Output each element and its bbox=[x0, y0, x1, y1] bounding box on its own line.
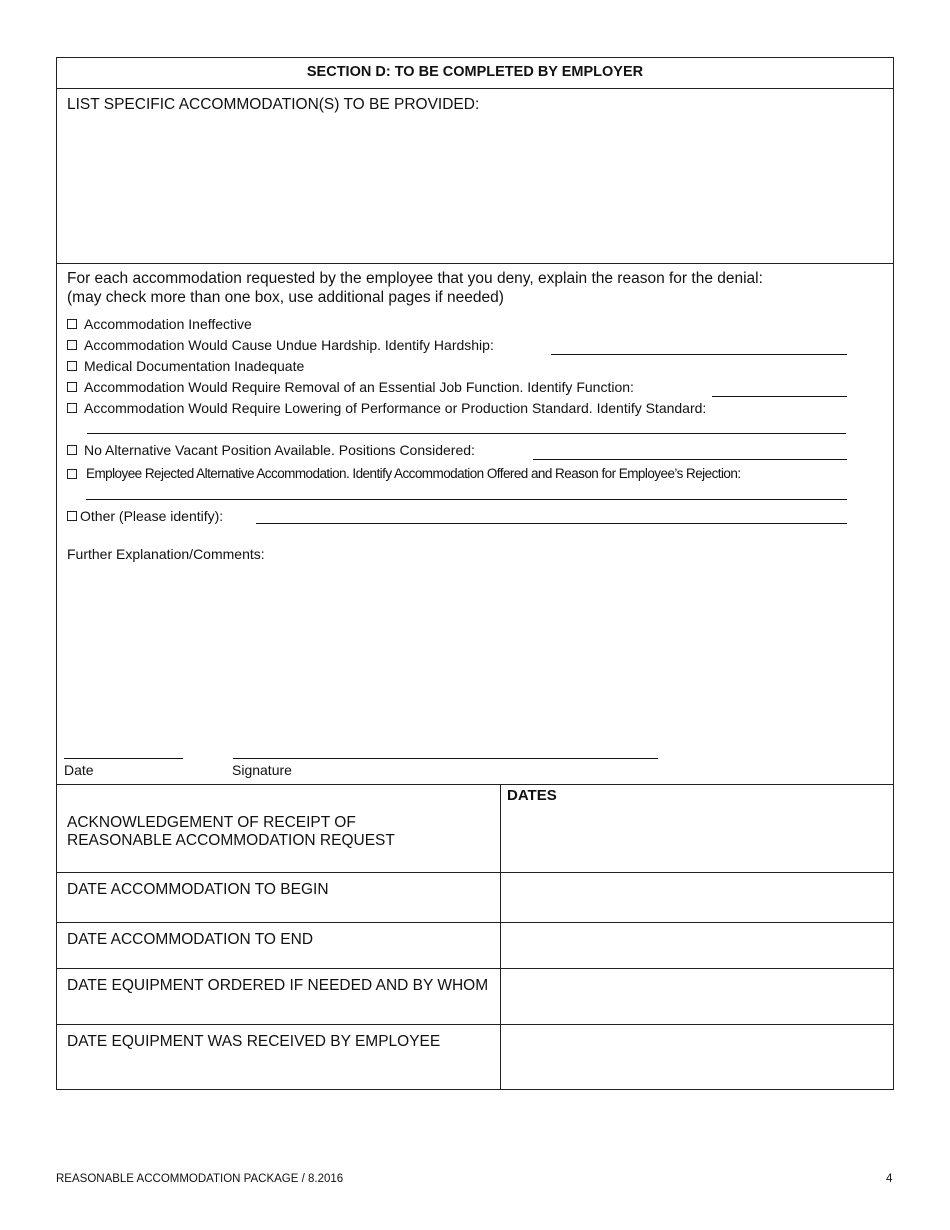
reason-label: Employee Rejected Alternative Accommodation. Identify Accommodation Offered and Reason for Employee’s Rejection: bbox=[86, 466, 741, 481]
list-label: LIST SPECIFIC ACCOMMODATION(S) TO BE PROVIDED: bbox=[67, 96, 480, 113]
checkbox[interactable] bbox=[67, 340, 77, 350]
row-equipment-received: DATE EQUIPMENT WAS RECEIVED BY EMPLOYEE bbox=[67, 1033, 441, 1050]
reason-other[interactable] bbox=[67, 508, 223, 524]
checkbox[interactable] bbox=[67, 382, 77, 392]
comments-label: Further Explanation/Comments: bbox=[67, 546, 265, 562]
function-input-line[interactable] bbox=[712, 396, 847, 397]
row-divider bbox=[56, 922, 894, 923]
signature-line[interactable] bbox=[233, 758, 658, 759]
positions-input-line[interactable] bbox=[533, 459, 847, 460]
footer-package-label: REASONABLE ACCOMMODATION PACKAGE / 8.2016 bbox=[56, 1173, 344, 1185]
checkbox[interactable] bbox=[67, 469, 77, 479]
row-divider bbox=[56, 1024, 894, 1025]
begin-date-field[interactable] bbox=[502, 874, 892, 920]
reason-label: Accommodation Would Require Removal of an Essential Job Function. Identify Function: bbox=[84, 379, 634, 395]
reason-undue-hardship[interactable] bbox=[67, 337, 494, 353]
reason-lowering-standard[interactable] bbox=[67, 400, 706, 416]
checkbox[interactable] bbox=[67, 445, 77, 455]
checkbox[interactable] bbox=[67, 511, 77, 521]
signature-section-divider bbox=[56, 784, 894, 785]
accommodations-text-area[interactable] bbox=[60, 114, 890, 260]
row-acknowledgement-line-2: REASONABLE ACCOMMODATION REQUEST bbox=[67, 832, 395, 849]
checkbox[interactable] bbox=[67, 361, 77, 371]
equipment-received-field[interactable] bbox=[502, 1026, 892, 1088]
denial-intro-line-1: For each accommodation requested by the employee that you deny, explain the reason for the denial: bbox=[67, 270, 763, 287]
row-equipment-ordered: DATE EQUIPMENT ORDERED IF NEEDED AND BY WHOM bbox=[67, 977, 489, 994]
checkbox[interactable] bbox=[67, 403, 77, 413]
row-accommodation-end: DATE ACCOMMODATION TO END bbox=[67, 931, 314, 948]
page-number: 4 bbox=[886, 1173, 893, 1185]
dates-column-divider bbox=[500, 784, 501, 1090]
date-label: Date bbox=[64, 762, 94, 778]
reason-rejected-alternative[interactable] bbox=[67, 466, 741, 481]
checkbox[interactable] bbox=[67, 319, 77, 329]
list-section-divider bbox=[56, 263, 894, 264]
reason-essential-function[interactable] bbox=[67, 379, 634, 395]
acknowledgement-date-field[interactable] bbox=[502, 808, 892, 870]
reason-label: Medical Documentation Inadequate bbox=[84, 358, 305, 374]
reason-label: No Alternative Vacant Position Available. Positions Considered: bbox=[84, 442, 475, 458]
row-divider bbox=[56, 872, 894, 873]
rejection-input-line[interactable] bbox=[86, 499, 847, 500]
other-input-line[interactable] bbox=[256, 523, 847, 524]
dates-header: DATES bbox=[507, 787, 557, 804]
end-date-field[interactable] bbox=[502, 924, 892, 966]
reason-label: Accommodation Ineffective bbox=[84, 316, 252, 332]
reason-no-vacant-position[interactable] bbox=[67, 442, 475, 458]
hardship-input-line[interactable] bbox=[551, 354, 847, 355]
reason-label: Other (Please identify): bbox=[80, 508, 224, 524]
row-acknowledgement-line-1: ACKNOWLEDGEMENT OF RECEIPT OF bbox=[67, 814, 356, 831]
date-line[interactable] bbox=[64, 758, 183, 759]
equipment-ordered-field[interactable] bbox=[502, 970, 892, 1022]
reason-label: Accommodation Would Require Lowering of Performance or Production Standard. Identify Standard: bbox=[84, 400, 707, 416]
row-divider bbox=[56, 968, 894, 969]
standard-input-line[interactable] bbox=[87, 433, 846, 434]
reason-ineffective[interactable] bbox=[67, 316, 252, 332]
section-title: SECTION D: TO BE COMPLETED BY EMPLOYER bbox=[306, 64, 644, 80]
comments-text-area[interactable] bbox=[60, 568, 890, 748]
reason-medical-documentation[interactable] bbox=[67, 358, 304, 374]
reason-label: Accommodation Would Cause Undue Hardship. Identify Hardship: bbox=[84, 337, 494, 353]
row-accommodation-begin: DATE ACCOMMODATION TO BEGIN bbox=[67, 881, 329, 898]
signature-label: Signature bbox=[232, 762, 292, 778]
title-divider bbox=[56, 88, 894, 89]
denial-intro-line-2: (may check more than one box, use additional pages if needed) bbox=[67, 289, 504, 306]
